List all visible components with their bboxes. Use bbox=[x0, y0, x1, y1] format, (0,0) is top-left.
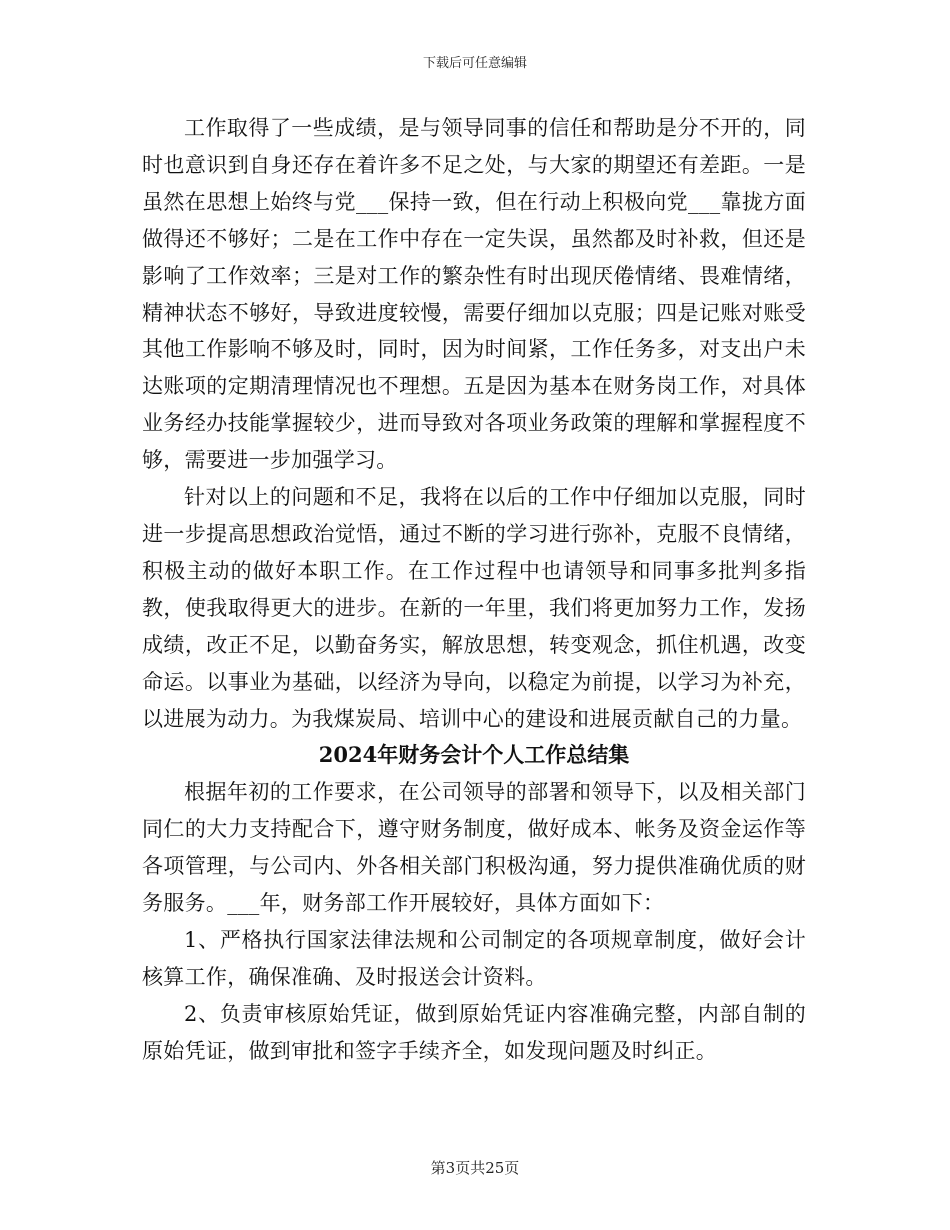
paragraph-item-2: 2、负责审核原始凭证，做到原始凭证内容准确完整，内部自制的原始凭证，做到审批和签字手续齐全，如发现问题及时纠正。 bbox=[142, 1001, 806, 1063]
page-footer-number: 第3页共25页 bbox=[430, 1159, 520, 1177]
paragraph-shortcomings: 工作取得了一些成绩，是与领导同事的信任和帮助是分不开的，同时也意识到自身还存在着许多不足之处，与大家的期望还有差距。一是虽然在思想上始终与党___保持一致，但在行动上积极向党___靠拢方面做得还不够好；二是在工作中存在一定失误，虽然都及时补救，但还是影响了工作效率；三是对工作的繁杂性有时出现厌倦情绪、畏难情绪，精神状态不够好，导致进度较慢，需要仔细加以克服；四是记账对账受其他工作影响不够及时，同时，因为时间紧，工作任务多，对支出户未达账项的定期清理情况也不理想。五是因为基本在财务岗工作，对具体业务经办技能掌握较少，进而导致对各项业务政策的理解和掌握程度不够，需要进一步加强学习。 bbox=[142, 116, 806, 473]
paragraph-improvement: 针对以上的问题和不足，我将在以后的工作中仔细加以克服，同时进一步提高思想政治觉悟，通过不断的学习进行弥补，克服不良情绪，积极主动的做好本职工作。在工作过程中也请领导和同事多批判多指教，使我取得更大的进步。在新的一年里，我们将更加努力工作，发扬成绩，改正不足，以勤奋务实，解放思想，转变观念，抓住机遇，改变命运。以事业为基础，以经济为导向，以稳定为前提，以学习为补充，以进展为动力。为我煤炭局、培训中心的建设和进展贡献自己的力量。 bbox=[142, 485, 806, 731]
document-body bbox=[142, 110, 806, 1070]
page-header-note: 下载后可任意编辑 bbox=[422, 56, 527, 71]
section-title: 2024年财务会计个人工作总结集 bbox=[318, 742, 630, 768]
paragraph-intro: 根据年初的工作要求，在公司领导的部署和领导下，以及相关部门同仁的大力支持配合下，遵守财务制度，做好成本、帐务及资金运作等各项管理，与公司内、外各相关部门积极沟通，努力提供准确优质的财务服务。___年，财务部工作开展较好，具体方面如下： bbox=[142, 780, 806, 916]
paragraph-item-1: 1、严格执行国家法律法规和公司制定的各项规章制度，做好会计核算工作，确保准确、及时报送会计资料。 bbox=[142, 927, 806, 989]
